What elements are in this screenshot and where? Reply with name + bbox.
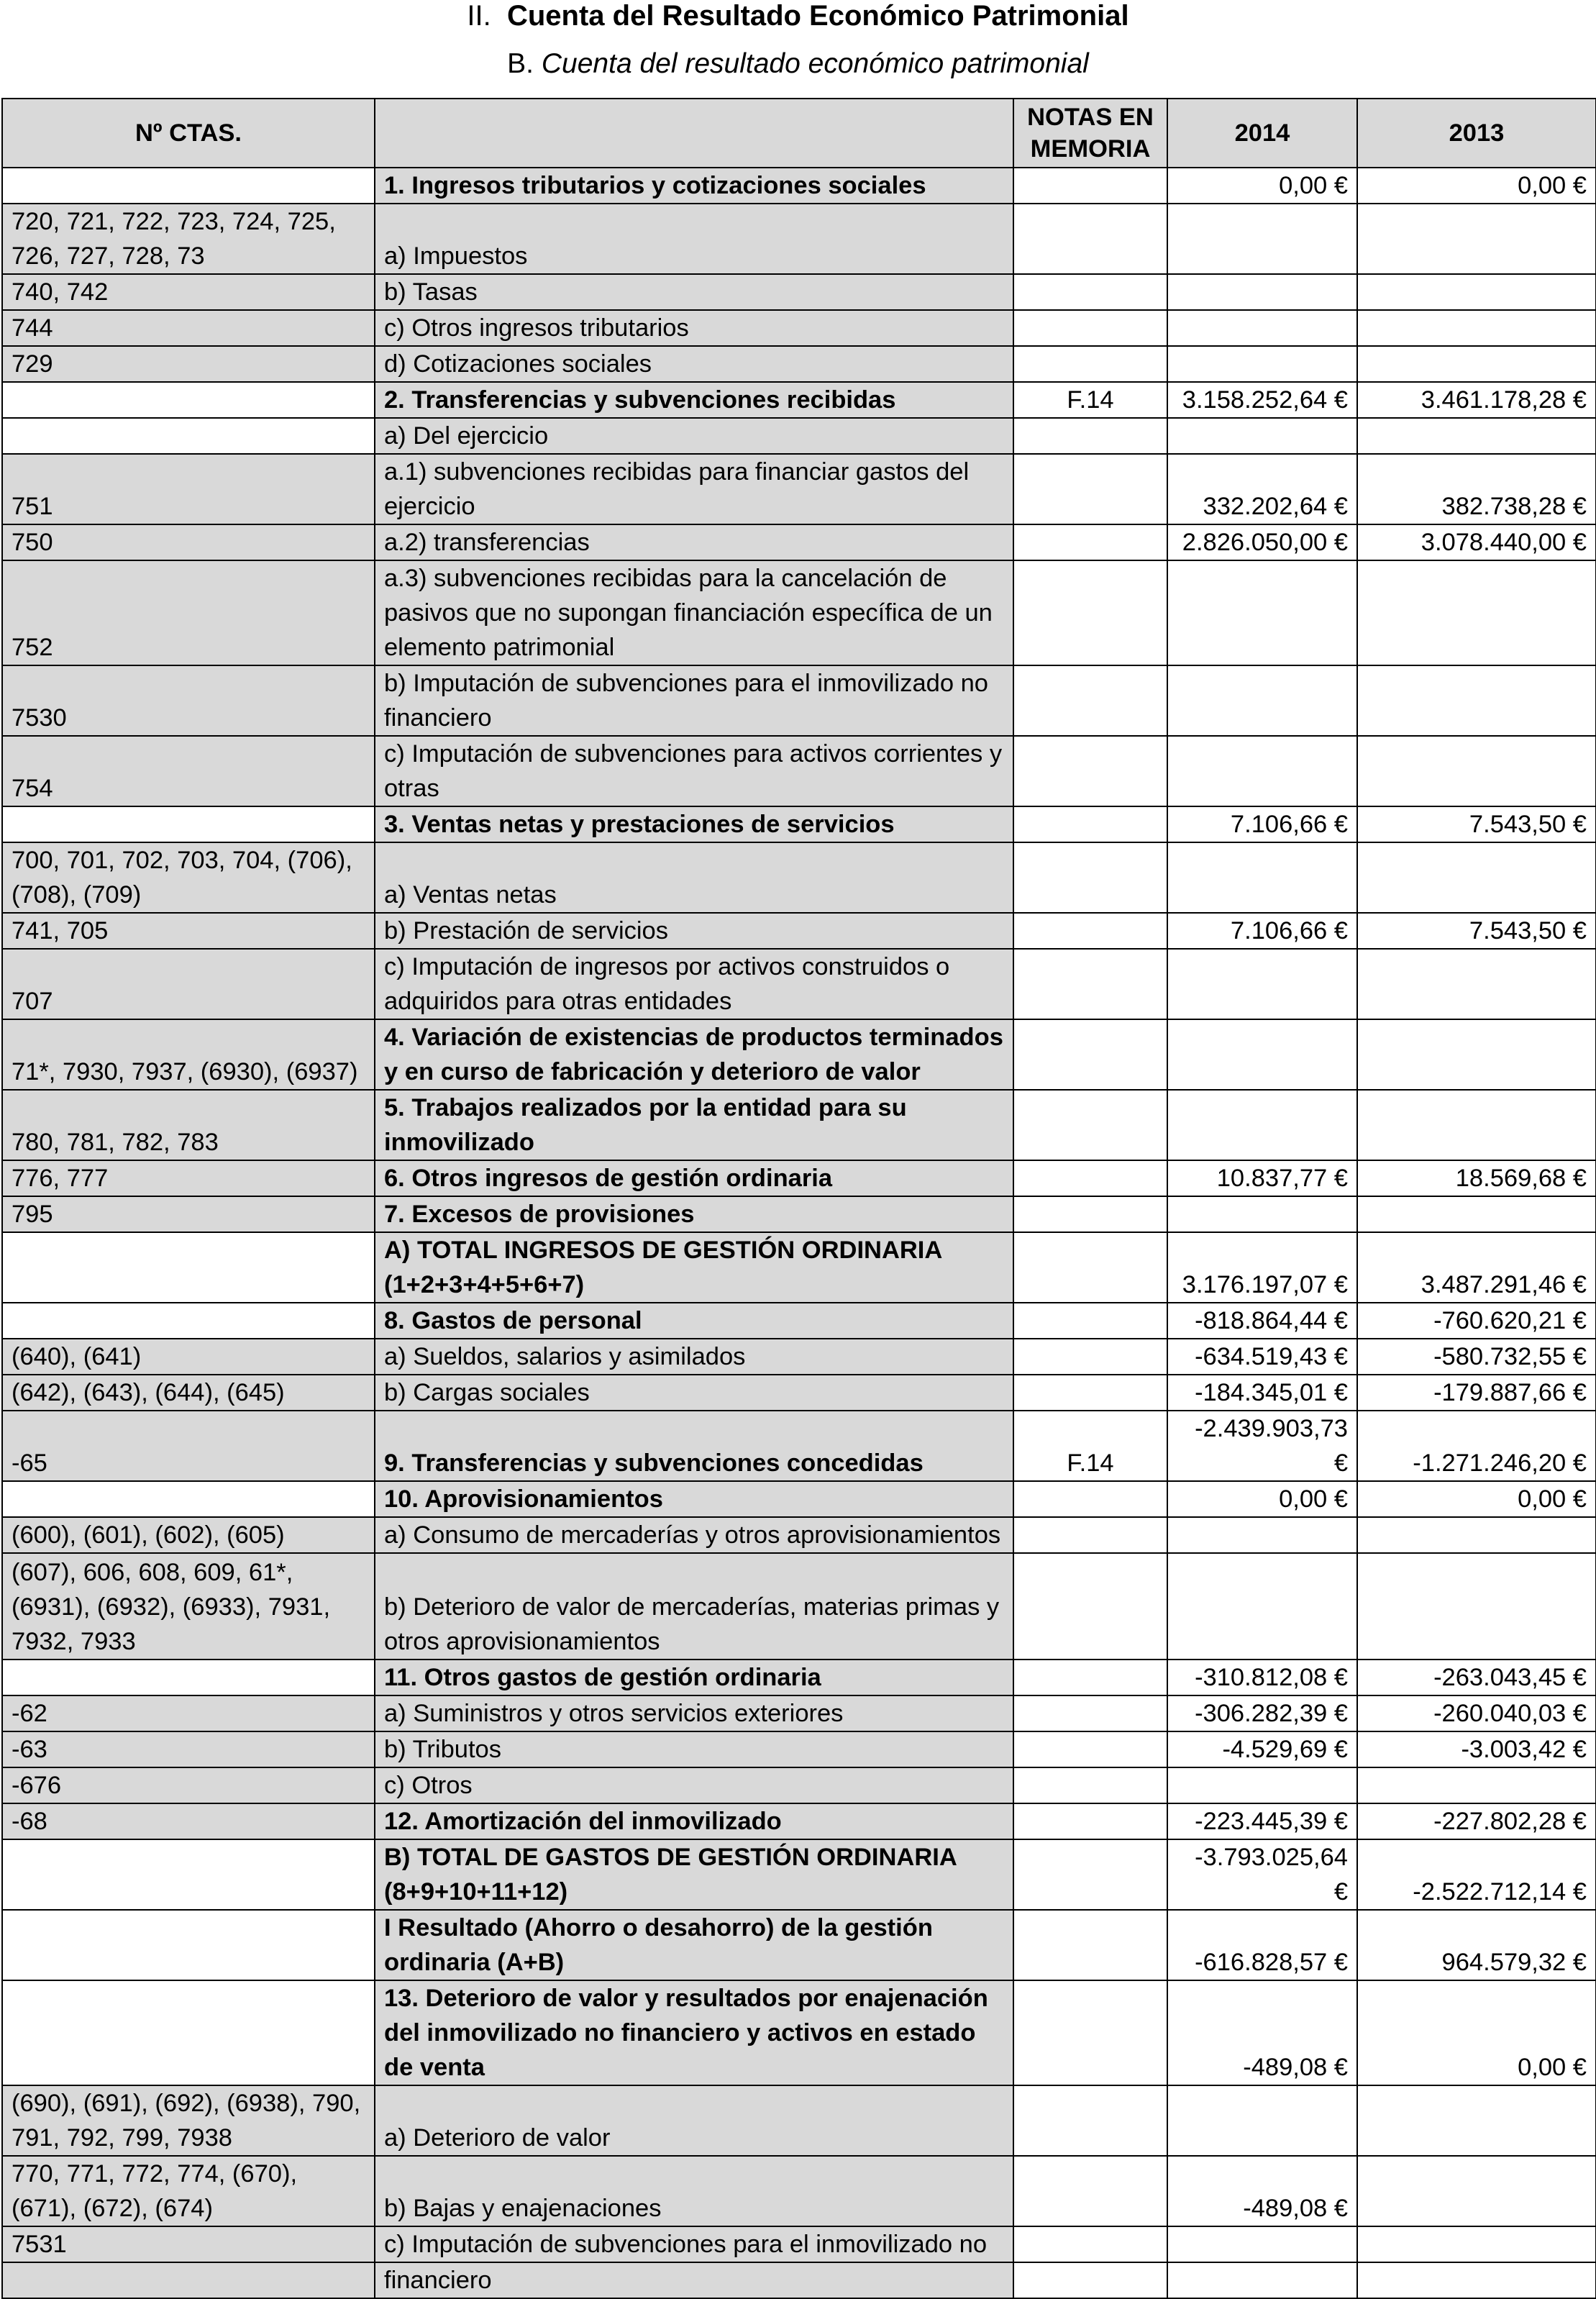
cell-2014: 3.176.197,07 € xyxy=(1167,1232,1357,1303)
cell-notas xyxy=(1013,1767,1167,1803)
table-row xyxy=(2,2262,1596,2298)
table-row xyxy=(2,913,1596,949)
cell-ctas xyxy=(2,806,375,842)
cell-2014 xyxy=(1167,346,1357,382)
cell-2013: 7.543,50 € xyxy=(1357,806,1596,842)
cell-notas xyxy=(1013,1839,1167,1910)
cell-ctas: 744 xyxy=(2,310,375,346)
cell-concept: a) Deterioro de valor xyxy=(375,2085,1013,2156)
cell-ctas: 780, 781, 782, 783 xyxy=(2,1090,375,1160)
cell-ctas xyxy=(2,382,375,418)
subsection-heading xyxy=(0,46,1596,82)
cell-notas xyxy=(1013,274,1167,310)
table-row xyxy=(2,1517,1596,1553)
cell-ctas xyxy=(2,1232,375,1303)
cell-notas xyxy=(1013,1196,1167,1232)
cell-concept: 11. Otros gastos de gestión ordinaria xyxy=(375,1660,1013,1695)
table-row xyxy=(2,1339,1596,1375)
cell-2013 xyxy=(1357,665,1596,736)
cell-concept: 4. Variación de existencias de productos terminados y en curso de fabricación y deterioro de valor xyxy=(375,1019,1013,1090)
table-row xyxy=(2,1803,1596,1839)
table-row xyxy=(2,1910,1596,1980)
cell-2014: -306.282,39 € xyxy=(1167,1695,1357,1731)
cell-2014 xyxy=(1167,842,1357,913)
cell-notas xyxy=(1013,806,1167,842)
cell-notas xyxy=(1013,1019,1167,1090)
cell-notas xyxy=(1013,2085,1167,2156)
cell-2014 xyxy=(1167,418,1357,454)
cell-2014: -818.864,44 € xyxy=(1167,1303,1357,1339)
cell-2013: 0,00 € xyxy=(1357,168,1596,204)
table-row xyxy=(2,1695,1596,1731)
cell-ctas xyxy=(2,1303,375,1339)
cell-notas xyxy=(1013,418,1167,454)
cell-2014: 7.106,66 € xyxy=(1167,806,1357,842)
cell-ctas: 7530 xyxy=(2,665,375,736)
cell-2014: 0,00 € xyxy=(1167,1481,1357,1517)
table-row xyxy=(2,2156,1596,2226)
cell-2013 xyxy=(1357,274,1596,310)
cell-concept: a) Impuestos xyxy=(375,204,1013,274)
cell-notas xyxy=(1013,665,1167,736)
table-row xyxy=(2,1196,1596,1232)
cell-notas xyxy=(1013,949,1167,1019)
table-row xyxy=(2,2085,1596,2156)
cell-2013 xyxy=(1357,204,1596,274)
cell-ctas xyxy=(2,168,375,204)
cell-notas xyxy=(1013,1803,1167,1839)
cell-notas: F.14 xyxy=(1013,1411,1167,1481)
cell-2014: -634.519,43 € xyxy=(1167,1339,1357,1375)
table-row xyxy=(2,418,1596,454)
cell-ctas xyxy=(2,1980,375,2085)
cell-concept: b) Tasas xyxy=(375,274,1013,310)
table-row xyxy=(2,1375,1596,1411)
result-account-table xyxy=(1,98,1596,2299)
cell-ctas xyxy=(2,2262,375,2298)
cell-2013 xyxy=(1357,2156,1596,2226)
cell-ctas: (600), (601), (602), (605) xyxy=(2,1517,375,1553)
table-row xyxy=(2,665,1596,736)
cell-concept: 3. Ventas netas y prestaciones de servicios xyxy=(375,806,1013,842)
cell-concept: b) Cargas sociales xyxy=(375,1375,1013,1411)
cell-2013 xyxy=(1357,310,1596,346)
cell-ctas: (607), 606, 608, 609, 61*, (6931), (6932), (6933), 7931, 7932, 7933 xyxy=(2,1553,375,1660)
cell-2014 xyxy=(1167,1517,1357,1553)
cell-concept: 6. Otros ingresos de gestión ordinaria xyxy=(375,1160,1013,1196)
table-row xyxy=(2,1980,1596,2085)
table-row xyxy=(2,524,1596,560)
cell-2014 xyxy=(1167,2226,1357,2262)
cell-ctas: 754 xyxy=(2,736,375,806)
cell-2013: -227.802,28 € xyxy=(1357,1803,1596,1839)
table-row xyxy=(2,454,1596,524)
cell-2014: -489,08 € xyxy=(1167,2156,1357,2226)
cell-concept: 5. Trabajos realizados por la entidad para su inmovilizado xyxy=(375,1090,1013,1160)
cell-ctas: 750 xyxy=(2,524,375,560)
cell-2014 xyxy=(1167,204,1357,274)
cell-concept: d) Cotizaciones sociales xyxy=(375,346,1013,382)
table-row xyxy=(2,346,1596,382)
cell-2014 xyxy=(1167,665,1357,736)
cell-concept: a) Del ejercicio xyxy=(375,418,1013,454)
table-row xyxy=(2,2226,1596,2262)
cell-2013 xyxy=(1357,2226,1596,2262)
cell-concept: financiero xyxy=(375,2262,1013,2298)
cell-2013: -1.271.246,20 € xyxy=(1357,1411,1596,1481)
cell-2014 xyxy=(1167,736,1357,806)
subsection-letter: B. xyxy=(507,48,534,79)
cell-notas xyxy=(1013,842,1167,913)
cell-concept: 8. Gastos de personal xyxy=(375,1303,1013,1339)
cell-notas: F.14 xyxy=(1013,382,1167,418)
cell-ctas: (690), (691), (692), (6938), 790, 791, 792, 799, 7938 xyxy=(2,2085,375,2156)
cell-ctas: 700, 701, 702, 703, 704, (706), (708), (709) xyxy=(2,842,375,913)
cell-2014: 0,00 € xyxy=(1167,168,1357,204)
cell-2014: -184.345,01 € xyxy=(1167,1375,1357,1411)
cell-2014 xyxy=(1167,1553,1357,1660)
cell-ctas xyxy=(2,1910,375,1980)
cell-2013: -179.887,66 € xyxy=(1357,1375,1596,1411)
cell-ctas: (642), (643), (644), (645) xyxy=(2,1375,375,1411)
cell-notas xyxy=(1013,736,1167,806)
cell-concept: a.1) subvenciones recibidas para financiar gastos del ejercicio xyxy=(375,454,1013,524)
table-row xyxy=(2,1553,1596,1660)
cell-2014: -3.793.025,64 € xyxy=(1167,1839,1357,1910)
cell-ctas: 7531 xyxy=(2,2226,375,2262)
cell-2013: 3.487.291,46 € xyxy=(1357,1232,1596,1303)
cell-notas xyxy=(1013,204,1167,274)
cell-concept: c) Otros ingresos tributarios xyxy=(375,310,1013,346)
table-row xyxy=(2,1232,1596,1303)
cell-2014 xyxy=(1167,949,1357,1019)
cell-notas xyxy=(1013,1339,1167,1375)
table-row xyxy=(2,310,1596,346)
cell-2013: -3.003,42 € xyxy=(1357,1731,1596,1767)
cell-notas xyxy=(1013,1090,1167,1160)
cell-notas xyxy=(1013,168,1167,204)
cell-concept: c) Imputación de subvenciones para el inmovilizado no xyxy=(375,2226,1013,2262)
table-header-row xyxy=(2,99,1596,168)
cell-2013 xyxy=(1357,346,1596,382)
cell-2013: 0,00 € xyxy=(1357,1481,1596,1517)
section-title: Cuenta del Resultado Económico Patrimonial xyxy=(506,0,1129,32)
cell-concept: A) TOTAL INGRESOS DE GESTIÓN ORDINARIA (1+2+3+4+5+6+7) xyxy=(375,1232,1013,1303)
cell-notas xyxy=(1013,1695,1167,1731)
table-row xyxy=(2,1160,1596,1196)
cell-concept: 10. Aprovisionamientos xyxy=(375,1481,1013,1517)
cell-ctas xyxy=(2,418,375,454)
cell-concept: c) Imputación de ingresos por activos construidos o adquiridos para otras entidades xyxy=(375,949,1013,1019)
cell-2013 xyxy=(1357,2085,1596,2156)
table-row xyxy=(2,949,1596,1019)
cell-ctas: -676 xyxy=(2,1767,375,1803)
cell-2013 xyxy=(1357,736,1596,806)
header-concept xyxy=(375,99,1013,168)
cell-2014 xyxy=(1167,1090,1357,1160)
cell-notas xyxy=(1013,913,1167,949)
table-row xyxy=(2,1090,1596,1160)
cell-ctas xyxy=(2,1481,375,1517)
cell-concept: b) Prestación de servicios xyxy=(375,913,1013,949)
cell-notas xyxy=(1013,1375,1167,1411)
cell-2014 xyxy=(1167,274,1357,310)
cell-2014 xyxy=(1167,310,1357,346)
cell-2014: -489,08 € xyxy=(1167,1980,1357,2085)
table-row xyxy=(2,560,1596,665)
cell-2013 xyxy=(1357,2262,1596,2298)
cell-2013: 964.579,32 € xyxy=(1357,1910,1596,1980)
cell-2013 xyxy=(1357,1019,1596,1090)
cell-2013: 3.078.440,00 € xyxy=(1357,524,1596,560)
cell-2013 xyxy=(1357,949,1596,1019)
cell-ctas: -65 xyxy=(2,1411,375,1481)
cell-notas xyxy=(1013,1160,1167,1196)
cell-2013 xyxy=(1357,842,1596,913)
cell-concept: 12. Amortización del inmovilizado xyxy=(375,1803,1013,1839)
cell-concept: I Resultado (Ahorro o desahorro) de la gestión ordinaria (A+B) xyxy=(375,1910,1013,1980)
cell-concept: a) Consumo de mercaderías y otros aprovisionamientos xyxy=(375,1517,1013,1553)
table-row xyxy=(2,1019,1596,1090)
cell-2014: 332.202,64 € xyxy=(1167,454,1357,524)
cell-2014 xyxy=(1167,2085,1357,2156)
cell-2013: -2.522.712,14 € xyxy=(1357,1839,1596,1910)
cell-notas xyxy=(1013,1517,1167,1553)
table-row xyxy=(2,168,1596,204)
cell-2014: 3.158.252,64 € xyxy=(1167,382,1357,418)
section-heading xyxy=(0,0,1596,35)
cell-notas xyxy=(1013,310,1167,346)
cell-2014 xyxy=(1167,2262,1357,2298)
cell-2014 xyxy=(1167,560,1357,665)
cell-ctas: (640), (641) xyxy=(2,1339,375,1375)
cell-2013: -263.043,45 € xyxy=(1357,1660,1596,1695)
cell-notas xyxy=(1013,2156,1167,2226)
cell-ctas: 720, 721, 722, 723, 724, 725, 726, 727, 728, 73 xyxy=(2,204,375,274)
cell-concept: 1. Ingresos tributarios y cotizaciones sociales xyxy=(375,168,1013,204)
cell-notas xyxy=(1013,454,1167,524)
cell-ctas: -68 xyxy=(2,1803,375,1839)
cell-notas xyxy=(1013,560,1167,665)
cell-2014: -4.529,69 € xyxy=(1167,1731,1357,1767)
table-row xyxy=(2,842,1596,913)
cell-concept: c) Imputación de subvenciones para activos corrientes y otras xyxy=(375,736,1013,806)
cell-concept: a) Sueldos, salarios y asimilados xyxy=(375,1339,1013,1375)
cell-notas xyxy=(1013,1481,1167,1517)
cell-2013 xyxy=(1357,1196,1596,1232)
cell-ctas: -62 xyxy=(2,1695,375,1731)
table-row xyxy=(2,1303,1596,1339)
table-row xyxy=(2,1839,1596,1910)
table-row xyxy=(2,1731,1596,1767)
cell-notas xyxy=(1013,1553,1167,1660)
cell-2013: 18.569,68 € xyxy=(1357,1160,1596,1196)
table-row xyxy=(2,1411,1596,1481)
cell-2014 xyxy=(1167,1767,1357,1803)
cell-2014: 7.106,66 € xyxy=(1167,913,1357,949)
cell-concept: c) Otros xyxy=(375,1767,1013,1803)
table-row xyxy=(2,1481,1596,1517)
cell-notas xyxy=(1013,2262,1167,2298)
cell-2013: 0,00 € xyxy=(1357,1980,1596,2085)
cell-2014: -310.812,08 € xyxy=(1167,1660,1357,1695)
cell-concept: b) Imputación de subvenciones para el inmovilizado no financiero xyxy=(375,665,1013,736)
cell-notas xyxy=(1013,2226,1167,2262)
cell-notas xyxy=(1013,1303,1167,1339)
cell-concept: 7. Excesos de provisiones xyxy=(375,1196,1013,1232)
cell-ctas: 740, 742 xyxy=(2,274,375,310)
table-row xyxy=(2,382,1596,418)
cell-ctas: -63 xyxy=(2,1731,375,1767)
cell-2013 xyxy=(1357,1090,1596,1160)
header-2013: 2013 xyxy=(1357,99,1596,168)
cell-2013 xyxy=(1357,1553,1596,1660)
cell-2014: 2.826.050,00 € xyxy=(1167,524,1357,560)
cell-concept: b) Bajas y enajenaciones xyxy=(375,2156,1013,2226)
cell-concept: a.2) transferencias xyxy=(375,524,1013,560)
cell-2014: -616.828,57 € xyxy=(1167,1910,1357,1980)
cell-concept: a) Ventas netas xyxy=(375,842,1013,913)
cell-notas xyxy=(1013,1660,1167,1695)
cell-2013: 382.738,28 € xyxy=(1357,454,1596,524)
subsection-title: Cuenta del resultado económico patrimonial xyxy=(541,48,1089,79)
cell-concept: a) Suministros y otros servicios exteriores xyxy=(375,1695,1013,1731)
table-row xyxy=(2,1767,1596,1803)
table-row xyxy=(2,736,1596,806)
cell-notas xyxy=(1013,1910,1167,1980)
cell-concept: a.3) subvenciones recibidas para la cancelación de pasivos que no supongan financiación específica de un elemento patrimonial xyxy=(375,560,1013,665)
cell-notas xyxy=(1013,1731,1167,1767)
cell-ctas: 707 xyxy=(2,949,375,1019)
cell-notas xyxy=(1013,346,1167,382)
cell-2014: -223.445,39 € xyxy=(1167,1803,1357,1839)
cell-concept: B) TOTAL DE GASTOS DE GESTIÓN ORDINARIA (8+9+10+11+12) xyxy=(375,1839,1013,1910)
cell-2013: -580.732,55 € xyxy=(1357,1339,1596,1375)
cell-2013: 7.543,50 € xyxy=(1357,913,1596,949)
cell-ctas xyxy=(2,1839,375,1910)
cell-concept: b) Tributos xyxy=(375,1731,1013,1767)
cell-2013 xyxy=(1357,1517,1596,1553)
cell-2014 xyxy=(1167,1196,1357,1232)
cell-ctas: 741, 705 xyxy=(2,913,375,949)
cell-concept: 2. Transferencias y subvenciones recibidas xyxy=(375,382,1013,418)
cell-ctas xyxy=(2,1660,375,1695)
cell-notas xyxy=(1013,524,1167,560)
cell-2013 xyxy=(1357,560,1596,665)
table-row xyxy=(2,806,1596,842)
table-body xyxy=(2,168,1596,2298)
section-number: II. xyxy=(467,0,491,32)
table-row xyxy=(2,204,1596,274)
cell-ctas: 752 xyxy=(2,560,375,665)
table-row xyxy=(2,1660,1596,1695)
cell-2014: 10.837,77 € xyxy=(1167,1160,1357,1196)
cell-ctas: 770, 771, 772, 774, (670), (671), (672), (674) xyxy=(2,2156,375,2226)
cell-ctas: 751 xyxy=(2,454,375,524)
cell-2014: -2.439.903,73 € xyxy=(1167,1411,1357,1481)
cell-2013 xyxy=(1357,418,1596,454)
cell-concept: 13. Deterioro de valor y resultados por enajenación del inmovilizado no financiero y activos en estado de venta xyxy=(375,1980,1013,2085)
header-2014: 2014 xyxy=(1167,99,1357,168)
cell-2013: -260.040,03 € xyxy=(1357,1695,1596,1731)
cell-concept: 9. Transferencias y subvenciones concedidas xyxy=(375,1411,1013,1481)
cell-ctas: 729 xyxy=(2,346,375,382)
header-ctas: Nº CTAS. xyxy=(2,99,375,168)
cell-ctas: 776, 777 xyxy=(2,1160,375,1196)
cell-2013: 3.461.178,28 € xyxy=(1357,382,1596,418)
cell-2013: -760.620,21 € xyxy=(1357,1303,1596,1339)
cell-ctas: 795 xyxy=(2,1196,375,1232)
cell-notas xyxy=(1013,1232,1167,1303)
cell-2014 xyxy=(1167,1019,1357,1090)
cell-concept: b) Deterioro de valor de mercaderías, materias primas y otros aprovisionamientos xyxy=(375,1553,1013,1660)
cell-notas xyxy=(1013,1980,1167,2085)
cell-2013 xyxy=(1357,1767,1596,1803)
header-notas: NOTAS EN MEMORIA xyxy=(1013,99,1167,168)
cell-ctas: 71*, 7930, 7937, (6930), (6937) xyxy=(2,1019,375,1090)
table-row xyxy=(2,274,1596,310)
